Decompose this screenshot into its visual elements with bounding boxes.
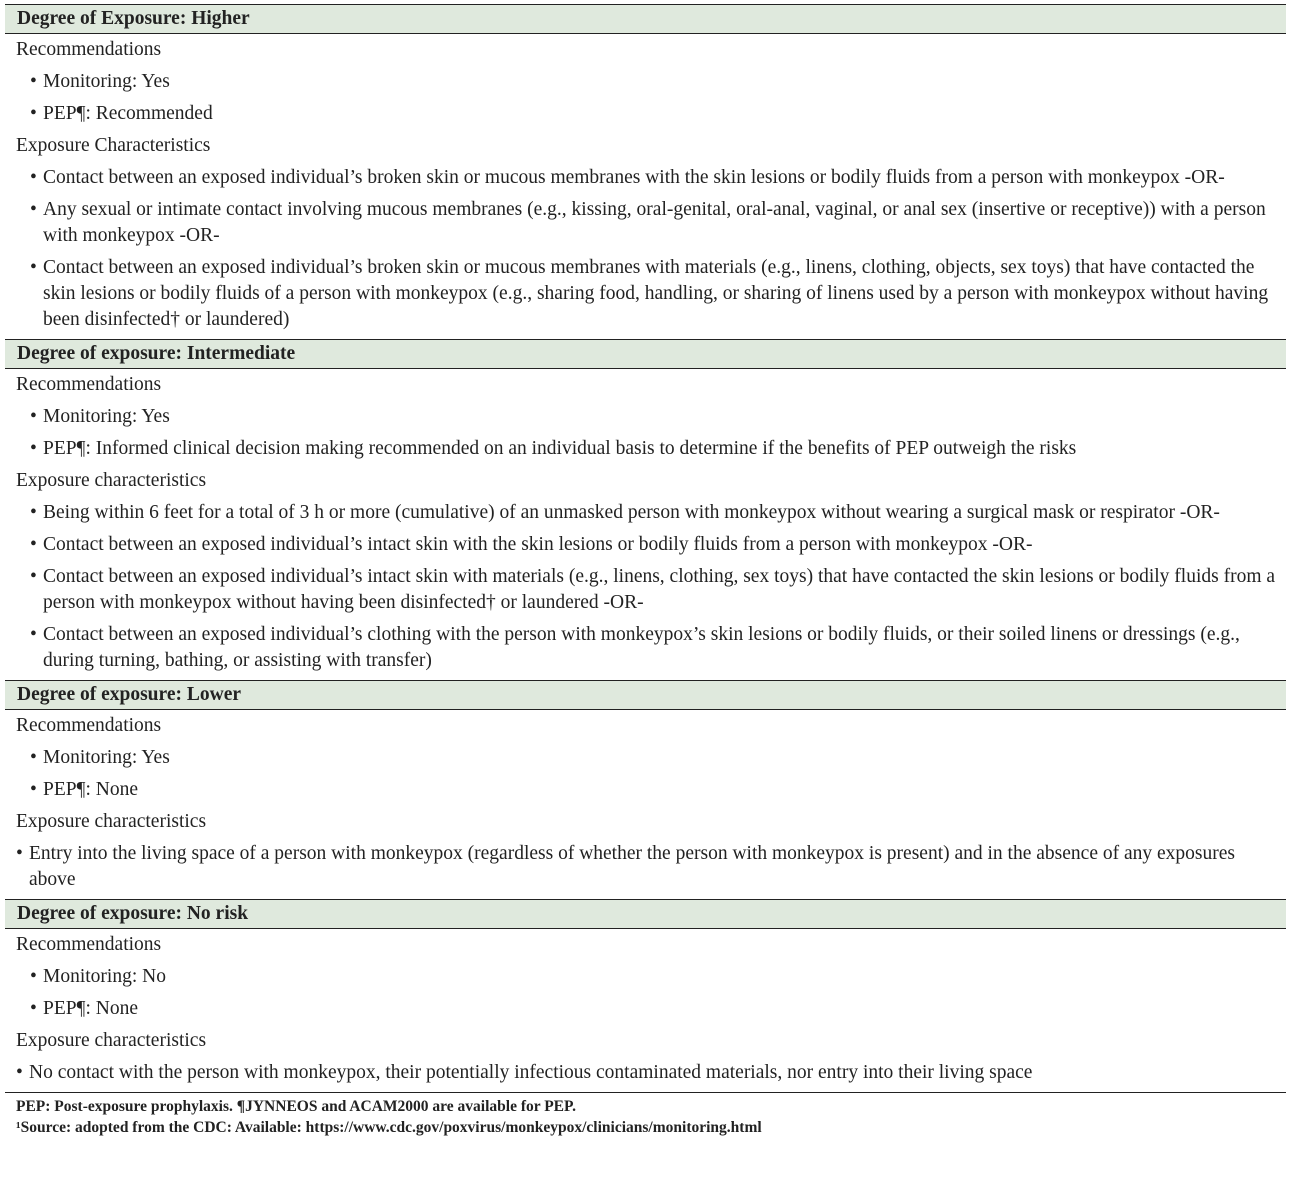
bullet: • <box>30 406 37 427</box>
monitoring-text: Monitoring: Yes <box>43 71 170 92</box>
bullet: • <box>30 998 37 1019</box>
characteristic-text: Contact between an exposed individual’s clothing with the person with monkeypox’s skin lesions or bodily fluids, or their soiled linens or dressings (e.g., during turning, bathing, or assisting with transfer) <box>43 624 1240 671</box>
section-intermediate <box>5 339 1286 674</box>
section-no-risk <box>5 899 1286 1086</box>
recommendations-label: Recommendations <box>16 934 162 955</box>
bullet: • <box>30 779 37 800</box>
bullet: • <box>30 966 37 987</box>
recommendations-label: Recommendations <box>16 39 162 60</box>
bullet: • <box>30 167 37 188</box>
footnote-abbreviation: PEP: Post-exposure prophylaxis. ¶JYNNEOS and ACAM2000 are available for PEP. <box>16 1098 576 1115</box>
pep-text: : None <box>85 998 138 1019</box>
bullet: • <box>30 566 37 587</box>
bullet: • <box>30 199 37 220</box>
recommendations-label: Recommendations <box>16 715 162 736</box>
bullet: • <box>30 438 37 459</box>
list-item <box>5 500 1286 526</box>
bullet: • <box>16 1062 23 1083</box>
section-header: Degree of Exposure: Higher <box>5 4 1286 34</box>
list-item <box>5 1060 1286 1086</box>
characteristic-text: Contact between an exposed individual’s broken skin or mucous membranes with materials (e.g., linens, clothing, objects, sex toys) that have contacted the skin lesions or bodily fluids of a person with monkeypox (e.g., sharing food, handling, or sharing of linens used by a person with monkeypox without having been disinfected† or laundered) <box>43 257 1269 330</box>
bullet: • <box>30 103 37 124</box>
list-item <box>5 564 1286 616</box>
characteristics-label: Exposure characteristics <box>16 470 207 491</box>
monitoring-text: Monitoring: Yes <box>43 747 170 768</box>
section-lower <box>5 680 1286 893</box>
bullet: • <box>16 843 23 864</box>
list-item <box>5 404 1286 430</box>
bullet: • <box>30 502 37 523</box>
characteristic-text: No contact with the person with monkeypox, their potentially infectious contaminated materials, nor entry into their living space <box>29 1062 1033 1083</box>
pep-text: : Informed clinical decision making recommended on an individual basis to determine if the benefits of PEP outweigh the risks <box>85 438 1077 459</box>
list-item <box>5 964 1286 990</box>
list-item <box>5 777 1286 803</box>
list-item <box>5 197 1286 249</box>
characteristic-text: Contact between an exposed individual’s intact skin with the skin lesions or bodily fluids from a person with monkeypox -OR- <box>43 534 1033 555</box>
characteristic-text: Being within 6 feet for a total of 3 h or more (cumulative) of an unmasked person with monkeypox without wearing a surgical mask or respirator -OR- <box>43 502 1220 523</box>
pep-label: PEP¶ <box>43 779 86 800</box>
list-item <box>5 436 1286 462</box>
list-item <box>5 69 1286 95</box>
section-header: Degree of exposure: Lower <box>5 680 1286 710</box>
characteristics-label: Exposure characteristics <box>16 811 207 832</box>
list-item <box>5 101 1286 127</box>
characteristics-label: Exposure characteristics <box>16 1030 207 1051</box>
bullet: • <box>30 624 37 645</box>
pep-label: PEP¶ <box>43 103 86 124</box>
bullet: • <box>30 747 37 768</box>
table-footnotes <box>5 1092 1286 1138</box>
recommendations-label: Recommendations <box>16 374 162 395</box>
pep-text: : Recommended <box>85 103 213 124</box>
characteristic-text: Entry into the living space of a person with monkeypox (regardless of whether the person with monkeypox is present) and in the absence of any exposures above <box>29 843 1235 890</box>
pep-label: PEP¶ <box>43 438 86 459</box>
bullet: • <box>30 257 37 278</box>
footnote-source: ¹Source: adopted from the CDC: Available: https://www.cdc.gov/poxvirus/monkeypox/clinicians/monitoring.html <box>16 1119 762 1136</box>
pep-text: : None <box>85 779 138 800</box>
monitoring-text: Monitoring: Yes <box>43 406 170 427</box>
characteristics-label: Exposure Characteristics <box>16 135 211 156</box>
pep-label: PEP¶ <box>43 998 86 1019</box>
characteristic-text: Contact between an exposed individual’s intact skin with materials (e.g., linens, clothing, sex toys) that have contacted the skin lesions or bodily fluids from a person with monkeypox without having been disinfected† or laundered -OR- <box>43 566 1276 613</box>
section-header: Degree of exposure: No risk <box>5 899 1286 929</box>
section-header: Degree of exposure: Intermediate <box>5 339 1286 369</box>
list-item <box>5 622 1286 674</box>
list-item <box>5 532 1286 558</box>
characteristic-text: Any sexual or intimate contact involving mucous membranes (e.g., kissing, oral-genital, oral-anal, vaginal, or anal sex (insertive or receptive)) with a person with monkeypox -OR- <box>43 199 1266 246</box>
monitoring-text: Monitoring: No <box>43 966 166 987</box>
bullet: • <box>30 534 37 555</box>
list-item <box>5 841 1286 893</box>
list-item <box>5 165 1286 191</box>
exposure-table <box>5 4 1286 1138</box>
section-higher <box>5 4 1286 333</box>
list-item <box>5 255 1286 333</box>
characteristic-text: Contact between an exposed individual’s broken skin or mucous membranes with the skin lesions or bodily fluids from a person with monkeypox -OR- <box>43 167 1225 188</box>
list-item <box>5 745 1286 771</box>
bullet: • <box>30 71 37 92</box>
list-item <box>5 996 1286 1022</box>
